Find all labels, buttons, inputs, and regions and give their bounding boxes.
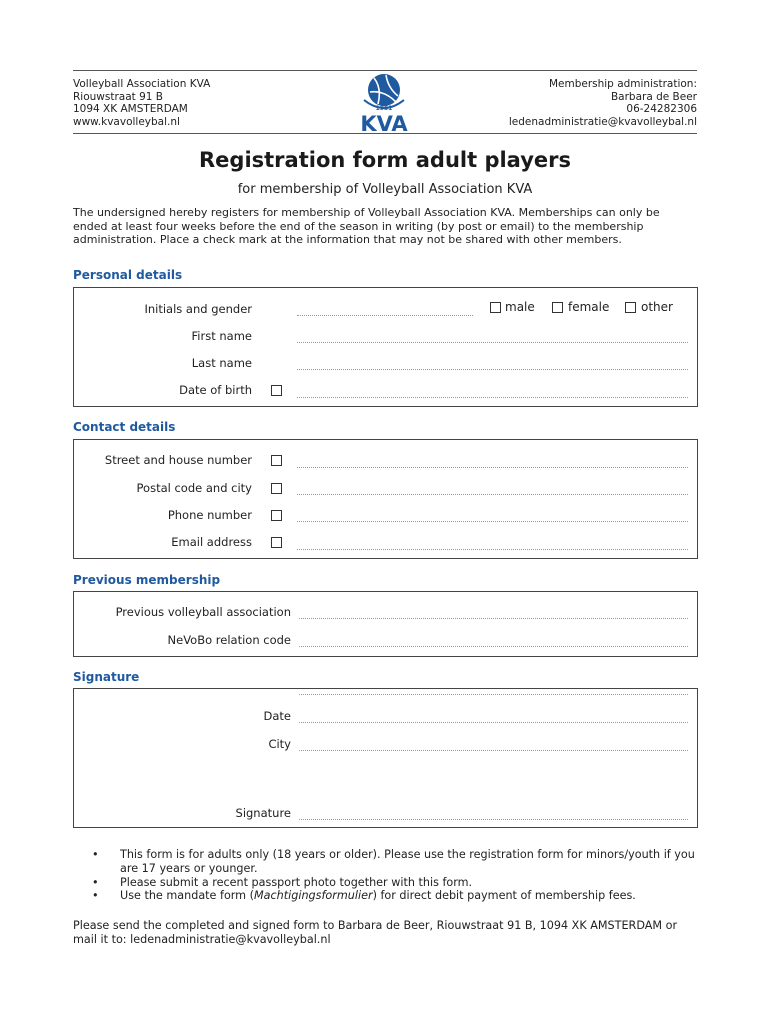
street-input-line[interactable] bbox=[297, 467, 688, 468]
kva-logo bbox=[352, 70, 416, 134]
checkbox-private-street[interactable] bbox=[271, 455, 282, 466]
signature-top-line bbox=[299, 694, 688, 695]
checkbox-other[interactable] bbox=[625, 302, 636, 313]
intro-text: The undersigned hereby registers for membership of Volleyball Association KVA. Memberships can only be ended at least four weeks before the end of the season in writing (by post or email) to the membership administration. Place a check mark at the information that may not be shared with other members. bbox=[73, 206, 660, 246]
admin-phone: 06-24282306 bbox=[626, 103, 697, 116]
label-postal-city: Postal code and city bbox=[136, 481, 252, 495]
email-input-line[interactable] bbox=[297, 549, 688, 550]
label-previous-association: Previous volleyball association bbox=[115, 605, 291, 619]
logo-text: KVA bbox=[360, 112, 408, 134]
header-bottom-rule bbox=[73, 133, 697, 134]
label-signature: Signature bbox=[235, 806, 291, 820]
notes-list bbox=[92, 848, 702, 903]
label-first-name: First name bbox=[191, 329, 252, 343]
signature-box bbox=[73, 688, 698, 828]
label-last-name: Last name bbox=[191, 356, 252, 370]
admin-title: Membership administration: bbox=[548, 78, 697, 90]
list-item bbox=[92, 848, 702, 876]
checkbox-female[interactable] bbox=[552, 302, 563, 313]
admin-name: Barbara de Beer bbox=[610, 90, 697, 103]
header-address bbox=[73, 78, 210, 128]
last-name-input-line[interactable] bbox=[297, 369, 688, 370]
initials-input-line[interactable] bbox=[297, 315, 473, 316]
signature-input-line[interactable] bbox=[299, 819, 688, 820]
label-city: City bbox=[268, 737, 291, 751]
club-name: Volleyball Association KVA bbox=[73, 78, 211, 90]
note-adults-only: This form is for adults only (18 years or older). Please use the registration form for minors/youth if you are 17 years or younger. bbox=[120, 848, 695, 875]
label-street: Street and house number bbox=[104, 453, 252, 467]
label-phone: Phone number bbox=[167, 508, 252, 522]
date-input-line[interactable] bbox=[299, 722, 688, 723]
label-email: Email address bbox=[171, 535, 252, 549]
note-mandate-after: ) for direct debit payment of membership fees. bbox=[372, 889, 636, 903]
bullet: • bbox=[92, 848, 99, 861]
list-item bbox=[92, 876, 702, 890]
bullet: • bbox=[92, 875, 99, 889]
option-female: female bbox=[568, 300, 610, 314]
section-heading-contact: Contact details bbox=[73, 420, 176, 434]
previous-association-input-line[interactable] bbox=[299, 618, 688, 619]
postal-input-line[interactable] bbox=[297, 494, 688, 495]
first-name-input-line[interactable] bbox=[297, 342, 688, 343]
volleyball-icon bbox=[352, 70, 416, 134]
label-nevobo-code: NeVoBo relation code bbox=[167, 633, 291, 647]
closing-text: Please send the completed and signed form to Barbara de Beer, Riouwstraat 91 B, 1094 XK AMSTERDAM or mail it to: ledenadministratie@kvavolleybal.nl bbox=[73, 919, 678, 946]
option-other: other bbox=[641, 300, 673, 314]
label-date-of-birth: Date of birth bbox=[179, 383, 252, 397]
note-passport-photo: Please submit a recent passport photo together with this form. bbox=[120, 875, 473, 889]
nevobo-code-input-line[interactable] bbox=[299, 646, 688, 647]
checkbox-private-dob[interactable] bbox=[271, 385, 282, 396]
club-postal: 1094 XK AMSTERDAM bbox=[73, 103, 188, 116]
option-male: male bbox=[505, 300, 535, 314]
section-heading-previous: Previous membership bbox=[73, 573, 221, 587]
city-input-line[interactable] bbox=[299, 750, 688, 751]
note-mandate-form-name: Machtigingsformulier bbox=[254, 889, 373, 903]
label-initials-gender: Initials and gender bbox=[144, 302, 252, 316]
label-date: Date bbox=[263, 709, 291, 723]
dob-input-line[interactable] bbox=[297, 397, 688, 398]
logo-year: 1951 bbox=[375, 105, 393, 112]
header-contact bbox=[509, 78, 697, 128]
phone-input-line[interactable] bbox=[297, 521, 688, 522]
admin-email[interactable]: ledenadministratie@kvavolleybal.nl bbox=[508, 115, 697, 128]
checkbox-private-postal[interactable] bbox=[271, 483, 282, 494]
bullet: • bbox=[92, 889, 99, 903]
checkbox-male[interactable] bbox=[490, 302, 501, 313]
checkbox-private-email[interactable] bbox=[271, 537, 282, 548]
list-item bbox=[92, 889, 702, 903]
checkbox-private-phone[interactable] bbox=[271, 510, 282, 521]
section-heading-personal: Personal details bbox=[73, 268, 183, 282]
note-mandate-before: Use the mandate form ( bbox=[120, 889, 255, 903]
section-heading-signature: Signature bbox=[73, 670, 140, 684]
club-website[interactable]: www.kvavolleybal.nl bbox=[73, 115, 180, 128]
page-title: Registration form adult players bbox=[199, 148, 571, 172]
previous-membership-box bbox=[73, 591, 698, 657]
page-subtitle: for membership of Volleyball Association KVA bbox=[237, 182, 533, 197]
club-street: Riouwstraat 91 B bbox=[73, 90, 164, 103]
